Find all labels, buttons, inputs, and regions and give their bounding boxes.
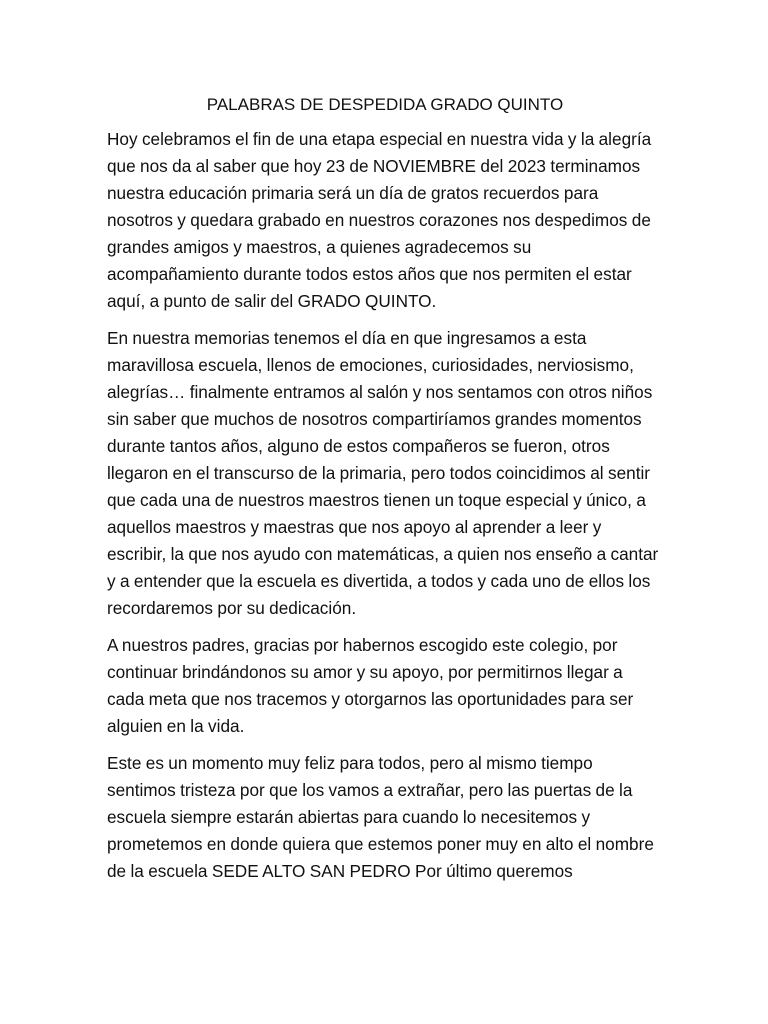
- paragraph-1: Hoy celebramos el fin de una etapa especial en nuestra vida y la alegría que nos da al saber que hoy 23 de NOVIEMBRE del 2023 terminamos nuestra educación primaria será un día de gratos recuerdos para nosotros y quedara grabado en nuestros corazones nos despedimos de grandes amigos y maestros, a quienes agradecemos su acompañamiento durante todos estos años que nos permiten el estar aquí, a punto de salir del GRADO QUINTO.: [107, 129, 652, 311]
- document-title: PALABRAS DE DESPEDIDA GRADO QUINTO: [206, 95, 564, 114]
- paragraph-3: A nuestros padres, gracias por habernos escogido este colegio, por continuar brindándonos su amor y su apoyo, por permitirnos llegar a cada meta que nos tracemos y otorgarnos las oportunidades para ser alguien en la vida.: [107, 635, 634, 736]
- document-body: [107, 92, 663, 895]
- paragraph-2: En nuestra memorias tenemos el día en que ingresamos a esta maravillosa escuela, llenos de emociones, curiosidades, nerviosismo, alegrías… finalmente entramos al salón y nos sentamos con otros niños sin saber que muchos de nosotros compartiríamos grandes momentos durante tantos años, alguno de estos compañeros se fueron, otros llegaron en el transcurso de la primaria, pero todos coincidimos al sentir que cada una de nuestros maestros tienen un toque especial y único, a aquellos maestros y maestras que nos apoyo al aprender a leer y escribir, la que nos ayudo con matemáticas, a quien nos enseño a cantar y a entender que la escuela es divertida, a todos y cada uno de ellos los recordaremos por su dedicación.: [107, 328, 659, 618]
- paragraph-4: Este es un momento muy feliz para todos, pero al mismo tiempo sentimos tristeza por que los vamos a extrañar, pero las puertas de la escuela siempre estarán abiertas para cuando lo necesitemos y prometemos en donde quiera que estemos poner muy en alto el nombre de la escuela SEDE ALTO SAN PEDRO Por último queremos: [107, 753, 654, 881]
